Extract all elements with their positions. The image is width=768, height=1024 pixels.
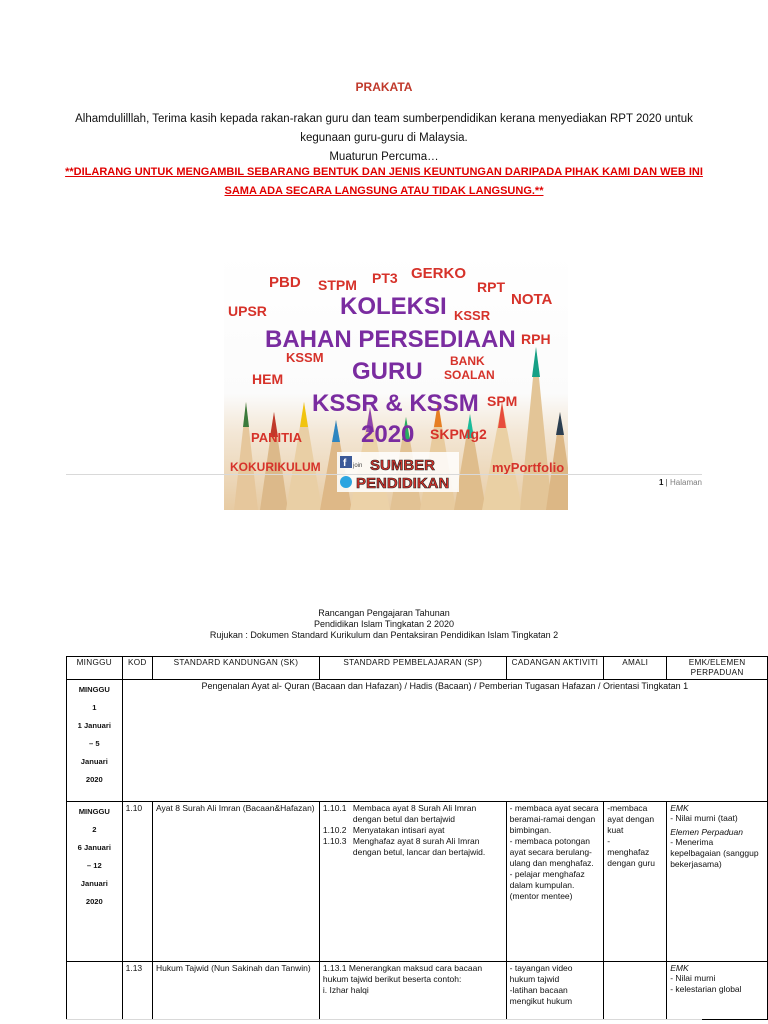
week-date: – 5 (89, 739, 100, 748)
page-title: PRAKATA (355, 80, 413, 94)
amali-item: -membaca ayat dengan kuat (607, 803, 655, 835)
page-label: Halaman (669, 478, 702, 487)
aktiviti-cell (506, 962, 604, 1020)
sk-cell: Ayat 8 Surah Ali Imran (Bacaan&Hafazan) (153, 802, 320, 962)
word-panitia: PANITIA (251, 430, 303, 445)
word-stpm: STPM (318, 277, 357, 293)
sp-item: 1.10.2 Menyatakan intisari ayat (322, 825, 445, 835)
sk-cell: Hukum Tajwid (Nun Sakinah dan Tanwin) (153, 962, 320, 1020)
brand-sumber: SUMBER (370, 457, 436, 474)
amali-cell (604, 802, 667, 962)
table-row (67, 802, 768, 962)
week-date: – 12 (86, 861, 102, 870)
week-cell (67, 680, 123, 802)
sp-item: i. Izhar halqi (322, 985, 369, 995)
banner-year: 2020 (361, 421, 415, 448)
banner-graphic (224, 252, 568, 510)
week-number: 2 (92, 825, 97, 834)
intro-line: Muaturun Percuma… (329, 151, 439, 163)
word-bank: BANK (450, 354, 485, 368)
rpt-table (66, 656, 768, 1020)
brand-pendidikan: PENDIDIKAN (356, 475, 450, 492)
intro-line: Alhamdulilllah, Terima kasih kepada rakan-rakan guru dan team sumberpendidikan kerana menyediakan RPT 2020 untuk (75, 113, 693, 125)
rpt-reference: Rujukan : Dokumen Standard Kurikulum dan Pentaksiran Pendidikan Islam Tingkatan 2 (209, 630, 559, 640)
column-header: STANDARD KANDUNGAN (SK) (153, 657, 320, 680)
word-nota: NOTA (511, 291, 553, 308)
week-year: 2020 (85, 897, 103, 906)
word-skpmg2: SKPMg2 (430, 426, 487, 442)
warning-line: **DILARANG UNTUK MENGAMBIL SEBARANG BENTUK DAN JENIS KEUNTUNGAN DARIPADA PIHAK KAMI DAN WEB INI (65, 166, 703, 178)
column-header: CADANGAN AKTIVITI (506, 657, 604, 680)
brand-badge (337, 452, 459, 492)
rpt-subject: Pendidikan Islam Tingkatan 2 2020 (313, 619, 455, 629)
column-header: KOD (122, 657, 152, 680)
week-label: MINGGU (78, 807, 110, 816)
word-upsr: UPSR (228, 303, 267, 319)
word-kokurikulum: KOKURIKULUM (230, 460, 321, 474)
word-pbd: PBD (269, 274, 301, 291)
week-date: Januari (80, 757, 108, 766)
page-number: 1 | Halaman (659, 478, 702, 487)
aktiviti-item: - membaca ayat secara beramai-ramai dengan bimbingan. (509, 803, 599, 835)
sp-item: 1.13.1 Menerangkan maksud cara bacaan hukum tajwid berikut beserta contoh: (322, 963, 483, 984)
warning-notice (60, 163, 708, 201)
banner-title-guru: GURU (352, 358, 423, 385)
week-cell (67, 802, 123, 962)
emk-item: - Nilai murni (taat) (670, 813, 738, 823)
word-pt3: PT3 (372, 270, 398, 286)
page-number-value: 1 (659, 478, 664, 487)
word-kssr: KSSR (454, 308, 491, 323)
warning-line: SAMA ADA SECARA LANGSUNG ATAU TIDAK LANGSUNG.** (224, 185, 544, 197)
emk-heading: EMK (670, 963, 689, 973)
amali-cell (604, 962, 667, 1020)
word-myportfolio: myPortfolio (492, 460, 565, 475)
banner-title-koleksi: KOLEKSI (340, 293, 447, 320)
word-hem: HEM (252, 371, 284, 387)
table-header-row (67, 657, 768, 680)
week-date: 1 Januari (77, 721, 111, 730)
amali-item: menghafaz dengan guru (607, 847, 655, 868)
elemen-heading: Elemen Perpaduan (670, 827, 743, 837)
word-soalan: SOALAN (444, 368, 495, 382)
footer-divider (66, 474, 702, 475)
intro-line: kegunaan guru-guru di Malaysia. (300, 132, 468, 144)
orientation-cell: Pengenalan Ayat al- Quran (Bacaan dan Hafazan) / Hadis (Bacaan) / Pemberian Tugasan Hafazan / Orientasi Tingkatan 1 (122, 680, 767, 802)
kod-cell: 1.13 (122, 962, 152, 1020)
week-year: 2020 (85, 775, 103, 784)
telegram-icon (340, 476, 352, 488)
brand-prefix: join (353, 463, 363, 469)
table-row (67, 962, 768, 1020)
emk-cell (667, 802, 768, 962)
banner-title-bahan: BAHAN PERSEDIAAN (265, 326, 516, 353)
emk-item: - Nilai murni (670, 973, 716, 983)
column-header: AMALI (604, 657, 667, 680)
word-rph: RPH (521, 331, 551, 347)
emk-heading: EMK (670, 803, 689, 813)
word-spm: SPM (487, 393, 518, 409)
aktiviti-item: - tayangan video hukum tajwid (509, 963, 573, 984)
rpt-header (0, 608, 768, 641)
word-gerko: GERKO (411, 265, 467, 282)
word-kssm: KSSM (286, 350, 324, 365)
emk-cell (667, 962, 768, 1020)
sp-item: 1.10.1 Membaca ayat 8 Surah Ali Imran dengan betul dan bertajwid (322, 803, 477, 824)
kod-cell: 1.10 (122, 802, 152, 962)
promo-banner (224, 252, 568, 510)
week-date: Januari (80, 879, 108, 888)
column-header: STANDARD PEMBELAJARAN (SP) (319, 657, 506, 680)
week-label: MINGGU (78, 685, 110, 694)
sp-cell (319, 802, 506, 962)
aktiviti-item: - pelajar menghafaz dalam kumpulan. (mentor mentee) (509, 869, 585, 901)
intro-paragraph (60, 110, 708, 167)
elemen-item: - Menerima kepelbagaian (sanggup bekerjasama) (670, 837, 759, 869)
emk-item: - kelestarian global (670, 984, 742, 994)
sp-cell (319, 962, 506, 1020)
banner-title-kssr-kssm: KSSR & KSSM (312, 390, 479, 417)
aktiviti-item: -latihan bacaan mengikut hukum (509, 985, 573, 1006)
week-date: 6 Januari (77, 843, 111, 852)
aktiviti-item: - membaca potongan ayat secara berulang-ulang dan menghafaz. (509, 836, 594, 868)
rpt-title: Rancangan Pengajaran Tahunan (318, 608, 450, 618)
amali-item: - (607, 836, 611, 846)
word-rpt: RPT (477, 279, 505, 295)
svg-text:f: f (343, 458, 347, 469)
week-number: 1 (92, 703, 97, 712)
column-header: MINGGU (67, 657, 123, 680)
sp-item: 1.10.3 Menghafaz ayat 8 surah Ali Imran dengan betul, lancar dan bertajwid. (322, 836, 486, 857)
aktiviti-cell (506, 802, 604, 962)
week-cell (67, 962, 123, 1020)
column-header: EMK/ELEMEN PERPADUAN (667, 657, 768, 680)
footer-divider (66, 1019, 702, 1020)
table-row (67, 680, 768, 802)
